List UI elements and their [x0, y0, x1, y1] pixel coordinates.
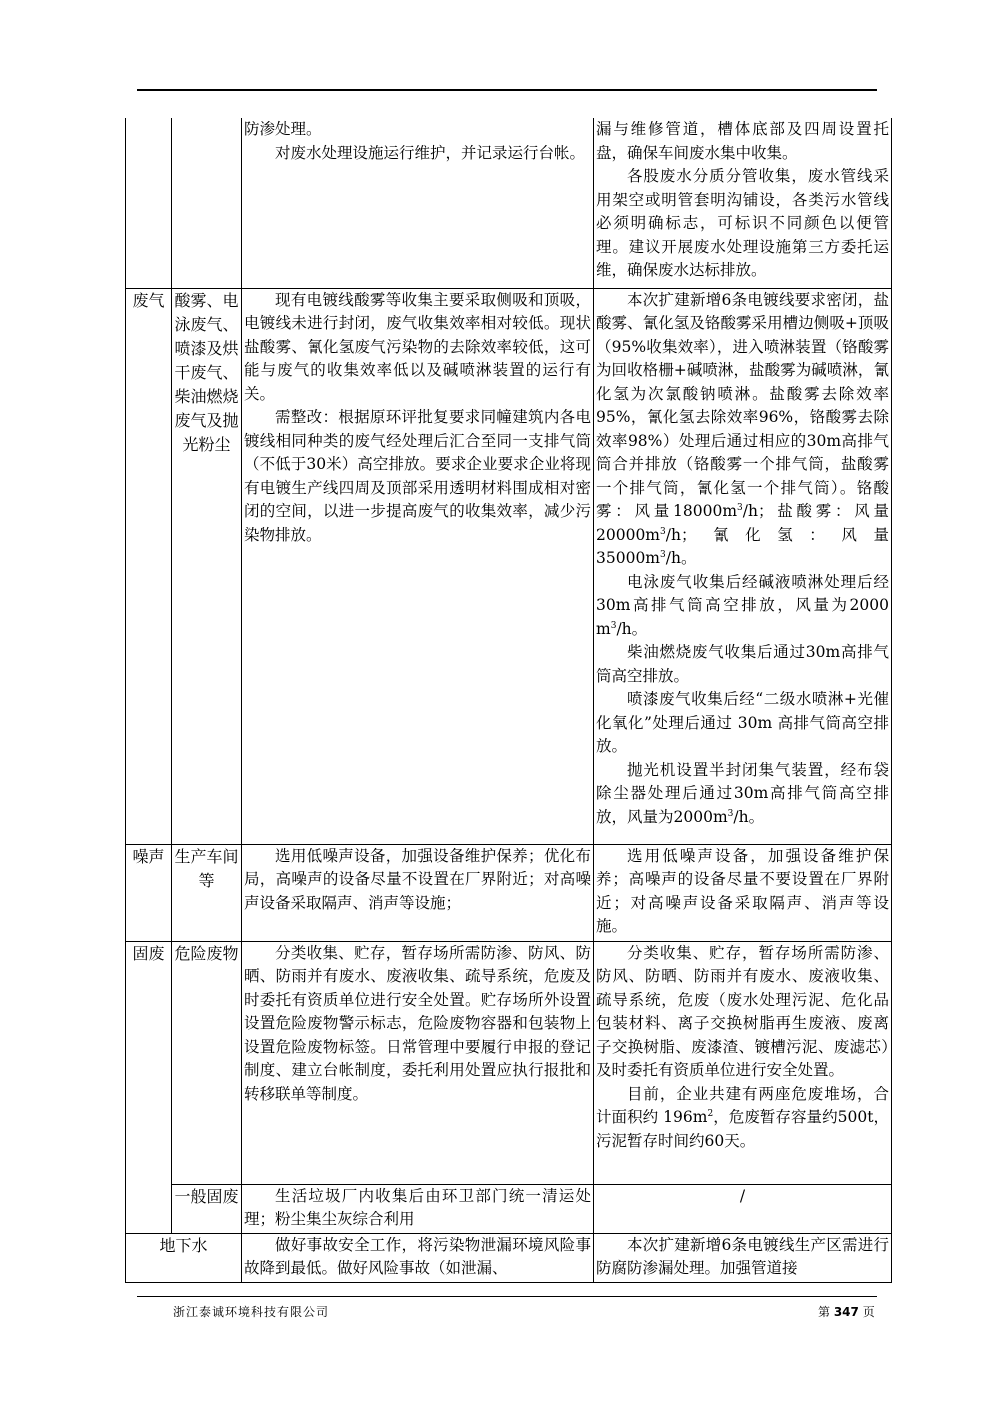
existing-measures-waste-gas: 现有电镀线酸雾等收集主要采取侧吸和顶吸，电镀线未进行封闭，废气收集效率相对较低。现状盐酸雾、氰化氢废气污染物的去除效率较低，这可能与废气的收集效率低以及碱喷淋装置的运行有关。 需整改：根据原环评批复要求同幢建筑内各电镀线相同种类的废气经处理后汇合至同一支排气筒（不低于30米）高空排放。要求企业要求企业将现有电镀生产线四周及顶部采用透明材料围成相对密闭的空间，以进一步提高废气的收集效率，减少污染物排放。 — [242, 288, 594, 844]
footer-rule — [137, 1296, 877, 1297]
new-measures-hazardous: 分类收集、贮存，暂存场所需防渗、防风、防晒、防雨并有废水、废液收集、疏导系统，危废（废水处理污泥、危化品包装材料、离子交换树脂再生废液、废离子交换树脂、废漆渣、镀槽污泥、废滤芯）及时委托有资质单位进行安全处置。 目前，企业共建有两座危废堆场，合计面积约 $196m^2$，危废暂存容量约500t，污泥暂存时间约60天。 — [594, 941, 892, 1184]
table-row-hazardous-waste — [126, 941, 892, 1184]
source-hazardous-waste: 危险废物 — [172, 941, 242, 1184]
category-waste-gas: 废气 — [126, 288, 172, 844]
pollution-measures-table — [125, 118, 892, 1283]
footer-page-number: 第 347 页 — [818, 1305, 875, 1319]
source-noise: 生产车间等 — [172, 844, 242, 941]
table-row-groundwater — [126, 1233, 892, 1282]
existing-measures-wastewater: 防渗处理。 对废水处理设施运行维护，并记录运行台帐。 — [242, 118, 594, 288]
source-cell-empty — [172, 118, 242, 288]
existing-measures-general: 生活垃圾厂内收集后由环卫部门统一清运处理；粉尘集尘灰综合利用 — [242, 1184, 594, 1233]
header-rule — [137, 89, 877, 91]
new-measures-waste-gas: 本次扩建新增6条电镀线要求密闭，盐酸雾、氰化氢及铬酸雾采用槽边侧吸+顶吸（95%收集效率），进入喷淋装置（铬酸雾为回收格栅+碱喷淋，盐酸雾为碱喷淋，氰化氢为次氯酸钠喷淋。盐酸雾去除效率95%，氰化氢去除效率96%，铬酸雾去除效率98%）处理后通过相应的30m高排气筒合并排放（铬酸雾一个排气筒，盐酸雾一个排气筒，氰化氢一个排气筒）。铬酸雾：风量$18000m^3/h$；盐酸雾：风量$20000m^3/h$；氰化氢：风量$35000m^3/h$。 电泳废气收集后经碱液喷淋处理后经30m高排气筒高空排放，风量为2000 $m^3/h$。 柴油燃烧废气收集后通过30m高排气筒高空排放。 喷漆废气收集后经“二级水喷淋+光催化氧化”处理后通过 30m 高排气筒高空排放。 抛光机设置半封闭集气装置，经布袋除尘器处理后通过30m高排气筒高空排放，风量为$2000m^3/h$。 — [594, 288, 892, 844]
category-groundwater: 地下水 — [126, 1233, 242, 1282]
category-cell-empty — [126, 118, 172, 288]
existing-measures-noise: 选用低噪声设备，加强设备维护保养；优化布局，高噪声的设备尽量不设置在厂界附近；对高噪声设备采取隔声、消声等设施； — [242, 844, 594, 941]
category-noise: 噪声 — [126, 844, 172, 941]
source-waste-gas: 酸雾、电泳废气、喷漆及烘干废气、柴油燃烧废气及抛光粉尘 — [172, 288, 242, 844]
table-row-general-waste — [126, 1184, 892, 1233]
table-row-waste-gas — [126, 288, 892, 844]
table-row-noise — [126, 844, 892, 941]
footer-company: 浙江泰诚环境科技有限公司 — [173, 1305, 330, 1319]
existing-measures-groundwater: 做好事故安全工作，将污染物泄漏环境风险事故降到最低。做好风险事故（如泄漏、 — [242, 1233, 594, 1282]
existing-measures-hazardous: 分类收集、贮存，暂存场所需防渗、防风、防晒、防雨并有废水、废液收集、疏导系统，危废及时委托有资质单位进行安全处置。贮存场所外设置设置危险废物警示标志，危险废物容器和包装物上设置危险废物标签。日常管理中要履行申报的登记制度、建立台帐制度，委托利用处置应执行报批和转移联单等制度。 — [242, 941, 594, 1184]
table-row-wastewater-continued — [126, 118, 892, 288]
new-measures-wastewater: 漏与维修管道，槽体底部及四周设置托盘，确保车间废水集中收集。 各股废水分质分管收集，废水管线采用架空或明管套明沟铺设，各类污水管线必须明确标志，可标识不同颜色以便管理。建议开展废水处理设施第三方委托运维，确保废水达标排放。 — [594, 118, 892, 288]
source-general-waste: 一般固废 — [172, 1184, 242, 1233]
new-measures-general: / — [594, 1184, 892, 1233]
category-solid-waste: 固废 — [126, 941, 172, 1233]
new-measures-groundwater: 本次扩建新增6条电镀线生产区需进行防腐防渗漏处理。加强管道接 — [594, 1233, 892, 1282]
new-measures-noise: 选用低噪声设备，加强设备维护保养；高噪声的设备尽量不要设置在厂界附近；对高噪声设备采取隔声、消声等设施。 — [594, 844, 892, 941]
